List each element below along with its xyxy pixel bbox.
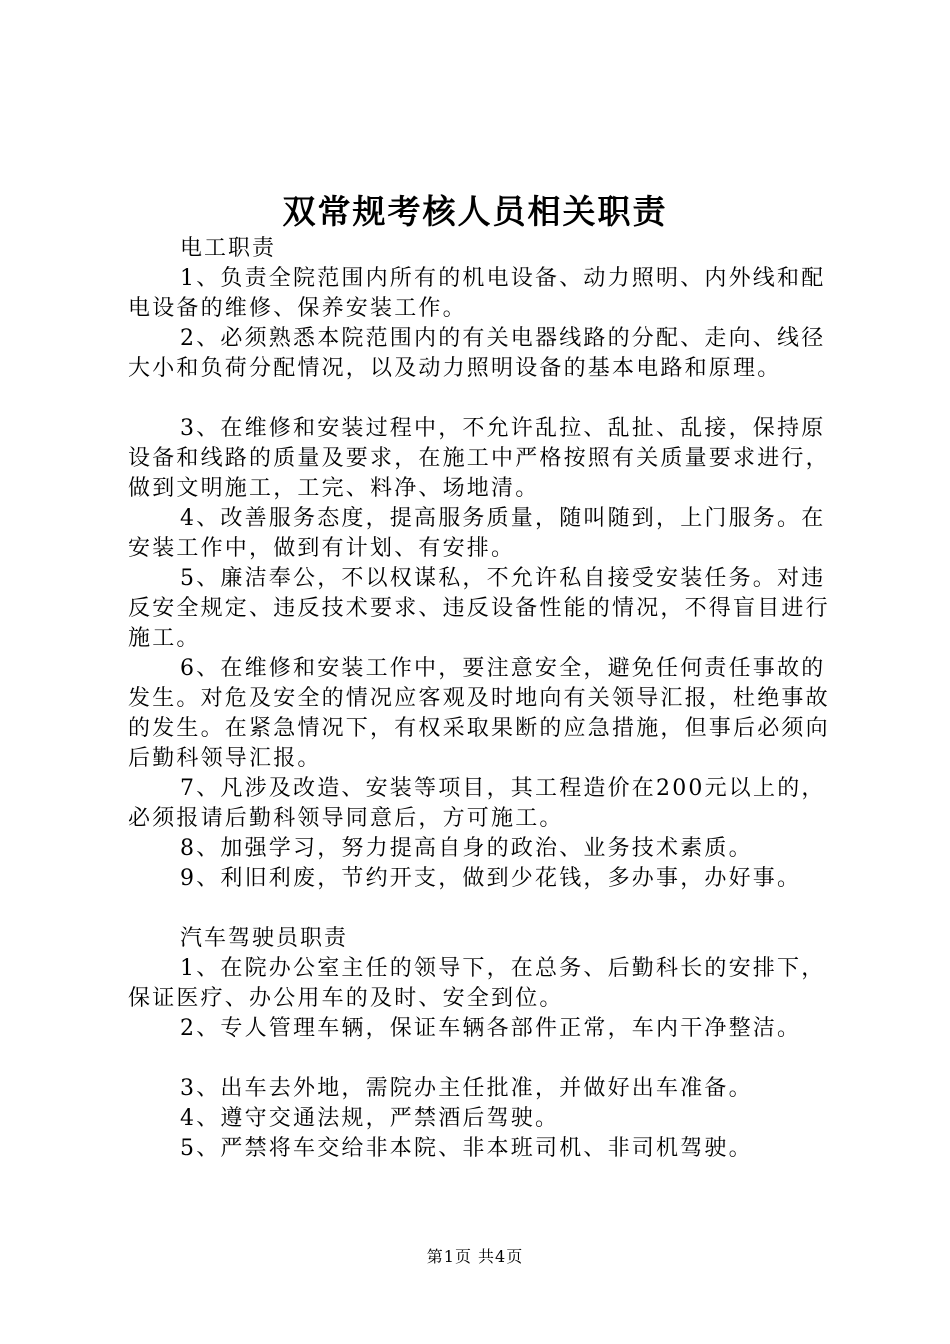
section-heading-electrician: 电工职责 bbox=[180, 236, 277, 261]
blank-line bbox=[128, 1044, 848, 1074]
document-body bbox=[128, 234, 848, 1164]
paragraph: 6、在维修和安装工作中，要注意安全，避免任何责任事故的发生。对危及安全的情况应客观及时地向有关领导汇报，杜绝事故的发生。在紧急情况下，有权采取果断的应急措施，但事后必须向后勤科领导汇报。 bbox=[128, 656, 830, 771]
paragraph: 1、负责全院范围内所有的机电设备、动力照明、内外线和配电设备的维修、保养安装工作。 bbox=[128, 266, 826, 321]
page-footer: 第1页 共4页 bbox=[426, 1247, 524, 1266]
paragraph: 2、专人管理车辆，保证车辆各部件正常，车内干净整洁。 bbox=[180, 1016, 802, 1041]
paragraph: 5、廉洁奉公，不以权谋私，不允许私自接受安装任务。对违反安全规定、违反技术要求、违反设备性能的情况，不得盲目进行施工。 bbox=[128, 566, 830, 651]
paragraph: 8、加强学习，努力提高自身的政治、业务技术素质。 bbox=[180, 836, 753, 861]
paragraph: 5、严禁将车交给非本院、非本班司机、非司机驾驶。 bbox=[180, 1136, 753, 1161]
paragraph: 4、遵守交通法规，严禁酒后驾驶。 bbox=[180, 1106, 560, 1131]
blank-line bbox=[128, 894, 848, 924]
document-title: 双常规考核人员相关职责 bbox=[282, 192, 668, 231]
paragraph: 3、在维修和安装过程中，不允许乱拉、乱扯、乱接，保持原设备和线路的质量及要求，在施工中严格按照有关质量要求进行，做到文明施工，工完、料净、场地清。 bbox=[128, 416, 830, 501]
paragraph: 3、出车去外地，需院办主任批准，并做好出车准备。 bbox=[180, 1076, 753, 1101]
paragraph: 1、在院办公室主任的领导下，在总务、后勤科长的安排下，保证医疗、办公用车的及时、安全到位。 bbox=[128, 956, 826, 1011]
blank-line bbox=[128, 384, 848, 414]
section-heading-driver: 汽车驾驶员职责 bbox=[180, 926, 349, 951]
paragraph: 4、改善服务态度，提高服务质量，随叫随到，上门服务。在安装工作中，做到有计划、有安排。 bbox=[128, 506, 826, 561]
paragraph: 9、利旧利废，节约开支，做到少花钱，多办事，办好事。 bbox=[180, 866, 802, 891]
paragraph: 7、凡涉及改造、安装等项目，其工程造价在200元以上的，必须报请后勤科领导同意后，方可施工。 bbox=[128, 776, 826, 831]
paragraph: 2、必须熟悉本院范围内的有关电器线路的分配、走向、线径大小和负荷分配情况，以及动力照明设备的基本电路和原理。 bbox=[128, 326, 826, 381]
